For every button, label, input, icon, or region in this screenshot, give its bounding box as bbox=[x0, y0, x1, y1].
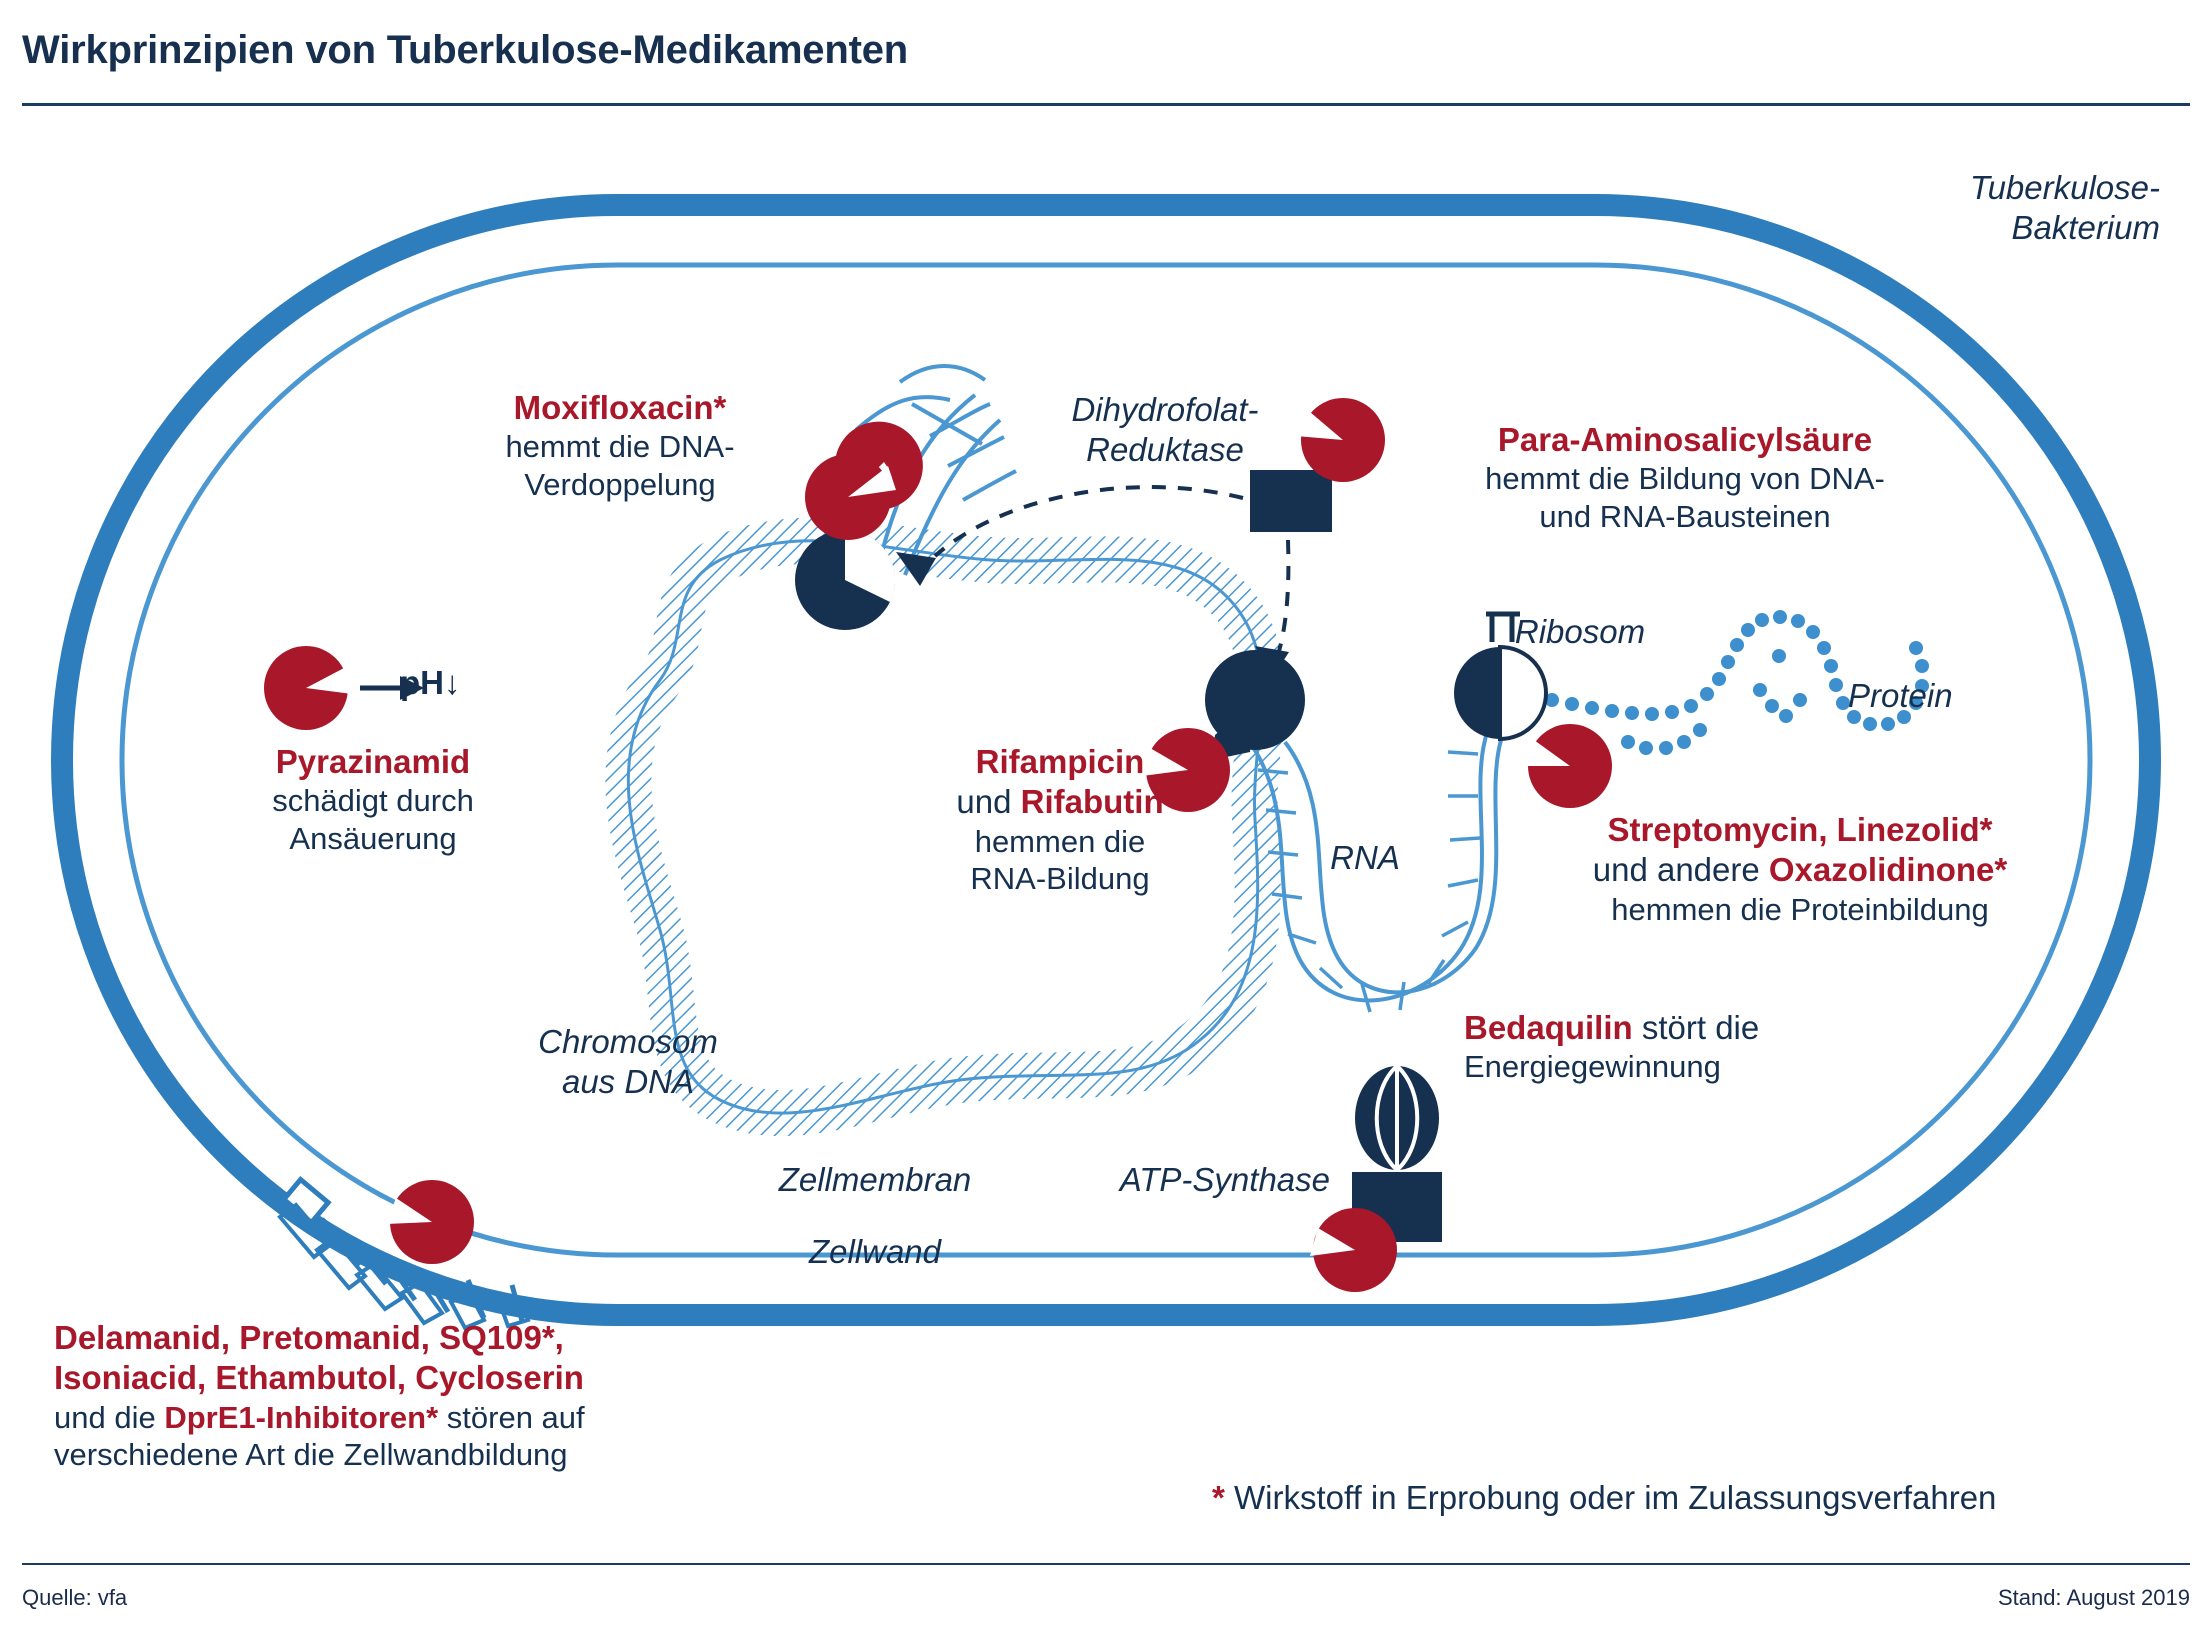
pyrazinamid-effect-1: schädigt durch bbox=[272, 783, 474, 819]
ph-label: pH↓ bbox=[400, 664, 461, 701]
pas-effect-1: hemmt die Bildung von DNA- bbox=[1485, 461, 1885, 497]
moxifloxacin-name: Moxifloxacin* bbox=[513, 389, 727, 426]
streptomycin-pacman-icon bbox=[1524, 724, 1612, 808]
cellwall-drugs-block bbox=[54, 1318, 844, 1474]
rifabutin-line: und Rifabutin bbox=[956, 783, 1164, 821]
source-label: Quelle: vfa bbox=[22, 1585, 128, 1610]
pas-name: Para-Aminosalicylsäure bbox=[1497, 421, 1873, 458]
cellwall-line-3: und die DprE1-Inhibitoren* stören auf bbox=[54, 1399, 585, 1435]
moxifloxacin-block bbox=[400, 388, 840, 504]
cellwall-name-2: Isoniacid, Ethambutol, Cycloserin bbox=[54, 1359, 584, 1397]
dna-gyrase-complex bbox=[795, 530, 895, 630]
zellmembran-label: Zellmembran bbox=[778, 1161, 972, 1198]
streptomycin-effect: hemmen die Proteinbildung bbox=[1611, 891, 1989, 927]
bedaquilin-effect-2: Energiegewinnung bbox=[1464, 1049, 1721, 1085]
pas-effect-2: und RNA-Bausteinen bbox=[1539, 499, 1831, 535]
footnote-text: Wirkstoff in Erprobung oder im Zulassungsverfahren bbox=[1224, 1479, 1997, 1516]
bedaquilin-name-line: Bedaquilin stört die bbox=[1464, 1009, 1760, 1046]
zellwand-label: Zellwand bbox=[808, 1233, 942, 1270]
rna-label: RNA bbox=[1330, 839, 1400, 876]
rifampicin-block bbox=[860, 742, 1260, 898]
pyrazinamid-block bbox=[188, 742, 558, 858]
para-aminosalicylsaeure-block bbox=[1330, 420, 2040, 536]
streptomycin-name-2: und andere Oxazolidinone* bbox=[1592, 851, 2008, 889]
cellwall-line-4: verschiedene Art die Zellwandbildung bbox=[54, 1437, 568, 1473]
pyrazinamid-pacman-icon bbox=[264, 646, 352, 730]
cellwall-name-1: Delamanid, Pretomanid, SQ109*, bbox=[54, 1319, 564, 1356]
chromosom-label: Chromosom aus DNA bbox=[538, 1023, 718, 1101]
streptomycin-name-1: Streptomycin, Linezolid* bbox=[1607, 811, 1993, 848]
bedaquilin-pacman-icon bbox=[1310, 1208, 1397, 1292]
asof-label: Stand: August 2019 bbox=[1997, 1585, 2190, 1610]
bacterium-label: Tuberkulose- Bakterium bbox=[1969, 169, 2160, 247]
moxifloxacin-effect-2: Verdoppelung bbox=[524, 467, 716, 503]
bedaquilin-block bbox=[1464, 1008, 2024, 1086]
cellwall-pacman-icon bbox=[386, 1180, 474, 1264]
footnote-marker: * bbox=[1212, 1479, 1225, 1516]
ribosom-label: Ribosom bbox=[1514, 613, 1646, 650]
moxifloxacin-effect-1: hemmt die DNA- bbox=[505, 429, 735, 465]
pyrazinamid-name: Pyrazinamid bbox=[275, 743, 471, 780]
pyrazinamid-effect-2: Ansäuerung bbox=[289, 821, 457, 857]
rifampicin-effect-2: RNA-Bildung bbox=[970, 861, 1150, 897]
page-title: Wirkprinzipien von Tuberkulose-Medikamenten bbox=[22, 28, 908, 72]
rifampicin-effect-1: hemmen die bbox=[974, 823, 1146, 859]
footnote-block bbox=[1212, 1478, 2152, 1518]
atp-synthase-label: ATP-Synthase bbox=[1119, 1161, 1330, 1198]
rifampicin-name: Rifampicin bbox=[975, 743, 1145, 780]
streptomycin-block bbox=[1440, 810, 2160, 928]
protein-label: Protein bbox=[1848, 677, 1953, 714]
dihydrofolat-reduktase-label: Dihydrofolat- Reduktase bbox=[1071, 391, 1259, 469]
